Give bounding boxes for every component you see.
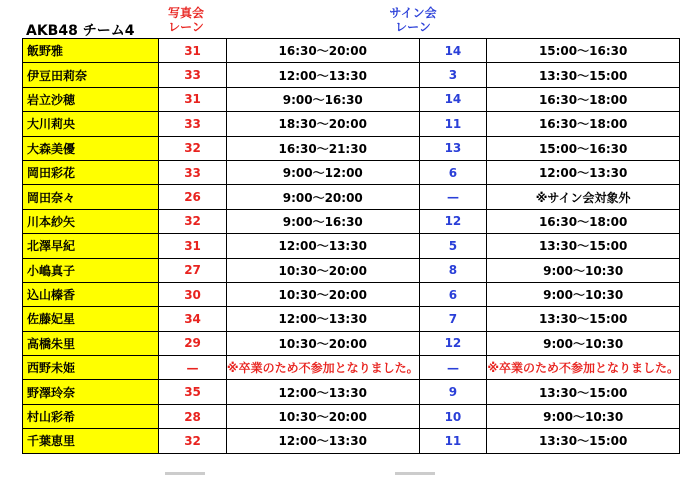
sign-lane-cell: — (419, 185, 487, 209)
table-row (23, 185, 680, 209)
cutoff-fragment (165, 472, 205, 475)
sign-lane-header-line2: レーン (395, 20, 431, 34)
table-row (23, 307, 680, 331)
photo-lane-cell: 31 (159, 87, 227, 111)
table-row (23, 112, 680, 136)
sign-time-cell: 13:30～15:00 (487, 380, 680, 404)
sign-lane-cell: 8 (419, 258, 487, 282)
sign-lane-cell: 12 (419, 209, 487, 233)
table-row (23, 258, 680, 282)
table-row (23, 356, 680, 380)
sign-time-cell: 12:00～13:30 (487, 160, 680, 184)
sign-lane-cell: 7 (419, 307, 487, 331)
photo-lane-header-line2: レーン (168, 20, 204, 34)
photo-time-cell: 10:30～20:00 (226, 258, 419, 282)
photo-time-cell: 10:30～20:00 (226, 331, 419, 355)
sign-lane-cell: 14 (419, 87, 487, 111)
table-row (23, 136, 680, 160)
sign-lane-cell: 6 (419, 160, 487, 184)
sign-lane-cell: 11 (419, 112, 487, 136)
photo-lane-header-line1: 写真会 (167, 6, 204, 20)
member-name-cell: 小嶋真子 (23, 258, 159, 282)
sign-lane-cell: 3 (419, 63, 487, 87)
table-row (23, 380, 680, 404)
sign-lane-cell: 6 (419, 282, 487, 306)
table-row (23, 331, 680, 355)
member-name-cell: 大川莉央 (23, 112, 159, 136)
photo-lane-cell: 27 (159, 258, 227, 282)
member-name-cell: 村山彩希 (23, 404, 159, 428)
photo-time-cell: 9:00～12:00 (226, 160, 419, 184)
table-row (23, 87, 680, 111)
schedule-rows (23, 39, 680, 454)
member-name-cell: 西野未姫 (23, 356, 159, 380)
photo-time-cell: 12:00～13:30 (226, 380, 419, 404)
photo-time-cell: 9:00～20:00 (226, 185, 419, 209)
photo-lane-cell: 28 (159, 404, 227, 428)
photo-lane-cell: 33 (159, 63, 227, 87)
sign-lane-cell: 11 (419, 429, 487, 453)
member-name-cell: 千葉恵里 (23, 429, 159, 453)
photo-lane-cell: 31 (159, 234, 227, 258)
sign-lane-header (378, 6, 448, 34)
photo-time-cell: 9:00～16:30 (226, 209, 419, 233)
table-row (23, 429, 680, 453)
sign-time-cell: 16:30～18:00 (487, 112, 680, 136)
sign-time-cell: 13:30～15:00 (487, 63, 680, 87)
sign-lane-cell: 5 (419, 234, 487, 258)
photo-time-cell: 12:00～13:30 (226, 429, 419, 453)
member-name-cell: 大森美優 (23, 136, 159, 160)
photo-lane-cell: 31 (159, 39, 227, 63)
sign-lane-cell: 12 (419, 331, 487, 355)
cutoff-fragment (395, 472, 435, 475)
table-row (23, 234, 680, 258)
photo-lane-cell: — (159, 356, 227, 380)
photo-time-cell: 10:30～20:00 (226, 404, 419, 428)
member-name-cell: 岩立沙穂 (23, 87, 159, 111)
sign-time-cell: 9:00～10:30 (487, 404, 680, 428)
table-row (23, 39, 680, 63)
photo-lane-cell: 30 (159, 282, 227, 306)
member-name-cell: 川本紗矢 (23, 209, 159, 233)
sign-lane-cell: 9 (419, 380, 487, 404)
member-name-cell: 佐藤妃星 (23, 307, 159, 331)
sign-time-cell: 9:00～10:30 (487, 282, 680, 306)
photo-time-cell: ※卒業のため不参加となりました。 (226, 356, 419, 380)
photo-time-cell: 12:00～13:30 (226, 307, 419, 331)
photo-time-cell: 9:00～16:30 (226, 87, 419, 111)
photo-time-cell: 12:00～13:30 (226, 234, 419, 258)
sign-lane-cell: 14 (419, 39, 487, 63)
sign-time-cell: 9:00～10:30 (487, 258, 680, 282)
sign-lane-cell: 13 (419, 136, 487, 160)
photo-lane-cell: 32 (159, 209, 227, 233)
sign-lane-cell: 10 (419, 404, 487, 428)
photo-lane-cell: 34 (159, 307, 227, 331)
sign-time-cell: 16:30～18:00 (487, 209, 680, 233)
sign-time-cell: ※サイン会対象外 (487, 185, 680, 209)
sign-time-cell: 15:00～16:30 (487, 136, 680, 160)
member-name-cell: 岡田奈々 (23, 185, 159, 209)
page-title: AKB48 チーム4 (26, 23, 135, 39)
photo-time-cell: 10:30～20:00 (226, 282, 419, 306)
photo-lane-cell: 26 (159, 185, 227, 209)
member-name-cell: 飯野雅 (23, 39, 159, 63)
photo-lane-cell: 32 (159, 136, 227, 160)
photo-time-cell: 16:30～21:30 (226, 136, 419, 160)
table-row (23, 404, 680, 428)
photo-lane-cell: 32 (159, 429, 227, 453)
table-row (23, 209, 680, 233)
member-name-cell: 込山榛香 (23, 282, 159, 306)
photo-time-cell: 12:00～13:30 (226, 63, 419, 87)
photo-lane-cell: 35 (159, 380, 227, 404)
photo-lane-cell: 33 (159, 160, 227, 184)
member-name-cell: 高橋朱里 (23, 331, 159, 355)
sign-time-cell: 16:30～18:00 (487, 87, 680, 111)
table-row (23, 63, 680, 87)
member-name-cell: 北澤早紀 (23, 234, 159, 258)
table-row (23, 282, 680, 306)
member-name-cell: 野澤玲奈 (23, 380, 159, 404)
sign-time-cell: 13:30～15:00 (487, 307, 680, 331)
sign-time-cell: 15:00～16:30 (487, 39, 680, 63)
sign-time-cell: ※卒業のため不参加となりました。 (487, 356, 680, 380)
photo-lane-cell: 33 (159, 112, 227, 136)
sign-lane-header-line1: サイン会 (389, 6, 437, 20)
sign-time-cell: 13:30～15:00 (487, 234, 680, 258)
member-name-cell: 伊豆田莉奈 (23, 63, 159, 87)
photo-lane-header (150, 6, 222, 34)
sign-lane-cell: — (419, 356, 487, 380)
table-row (23, 160, 680, 184)
photo-time-cell: 16:30～20:00 (226, 39, 419, 63)
sign-time-cell: 9:00～10:30 (487, 331, 680, 355)
schedule-table (22, 38, 680, 454)
photo-time-cell: 18:30～20:00 (226, 112, 419, 136)
sign-time-cell: 13:30～15:00 (487, 429, 680, 453)
photo-lane-cell: 29 (159, 331, 227, 355)
member-name-cell: 岡田彩花 (23, 160, 159, 184)
